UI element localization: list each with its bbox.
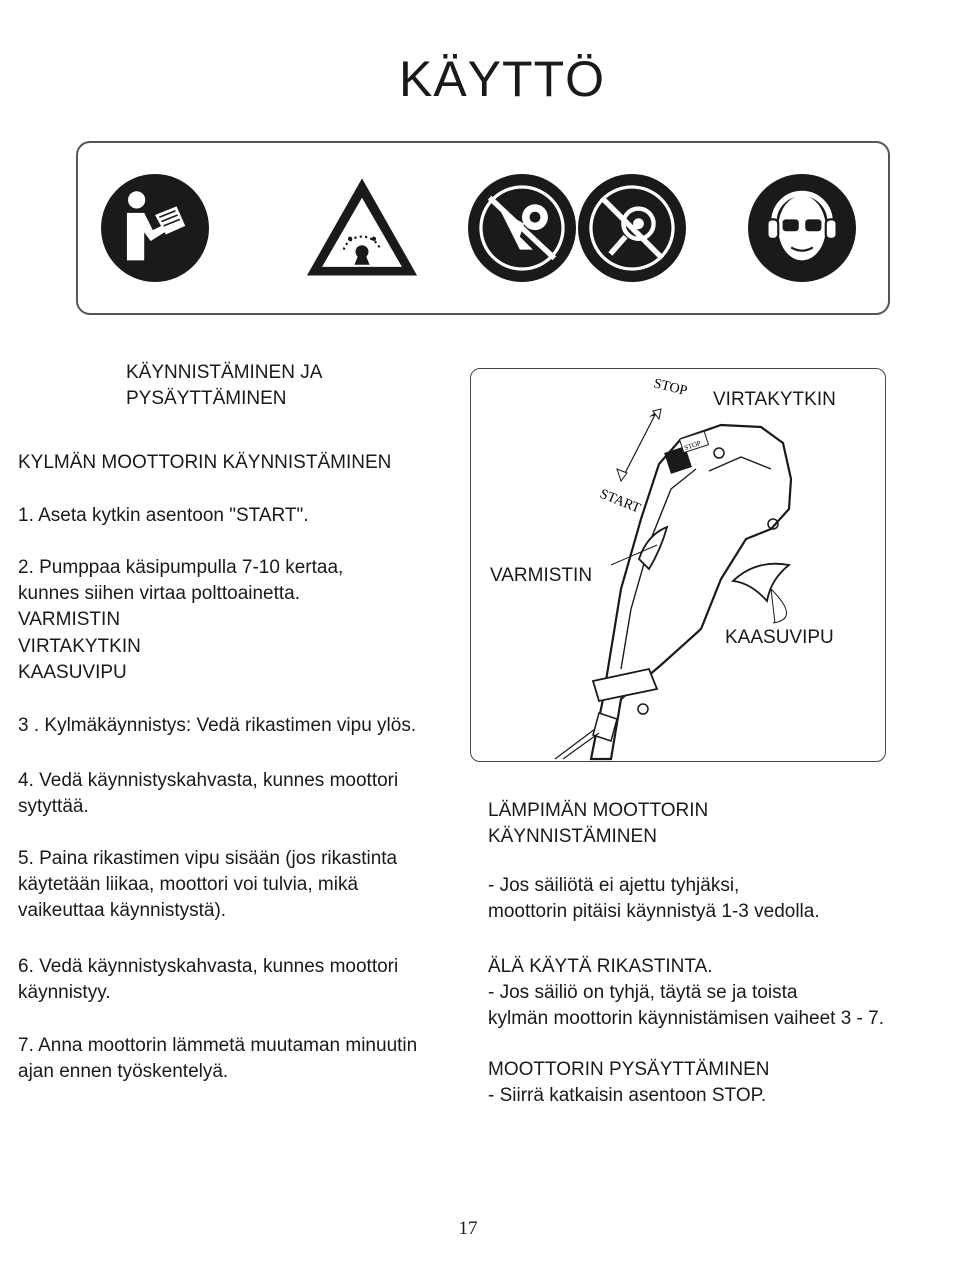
step-4-line1: 4. Vedä käynnistyskahvasta, kunnes moottori bbox=[18, 770, 399, 791]
step-4-line2: sytyttää. bbox=[18, 796, 89, 817]
step-2-line2: kunnes siihen virtaa polttoainetta. bbox=[18, 583, 301, 604]
page-number: 17 bbox=[458, 1218, 478, 1239]
section-heading-line1: KÄYNNISTÄMINEN JA bbox=[126, 362, 323, 383]
warm-start-text-line2: moottorin pitäisi käynnistyä 1-3 vedolla. bbox=[488, 901, 820, 922]
stop-engine-text: - Siirrä katkaisin asentoon STOP. bbox=[488, 1085, 767, 1106]
no-choke-text-line2: kylmän moottorin käynnistämisen vaiheet 3 - 7. bbox=[488, 1008, 885, 1029]
step-2-line1: 2. Pumppaa käsipumpulla 7-10 kertaa, bbox=[18, 557, 344, 578]
page-title: KÄYTTÖ bbox=[398, 51, 606, 107]
eye-ear-protection-icon bbox=[748, 174, 856, 282]
step-2-line3: VARMISTIN bbox=[18, 609, 121, 630]
kaasuvipu-label: KAASUVIPU bbox=[725, 627, 834, 648]
stop-engine-heading: MOOTTORIN PYSÄYTTÄMINEN bbox=[488, 1059, 770, 1080]
safety-symbols-panel bbox=[76, 141, 890, 315]
step-7-line2: ajan ennen työskentelyä. bbox=[18, 1061, 229, 1082]
warm-start-text-line1: - Jos säiliötä ei ajettu tyhjäksi, bbox=[488, 875, 740, 896]
switch-stop-mark: STOP bbox=[683, 439, 702, 453]
no-choke-heading: ÄLÄ KÄYTÄ RIKASTINTA. bbox=[488, 956, 713, 977]
varmistin-label: VARMISTIN bbox=[490, 565, 593, 586]
no-metal-blade-icon bbox=[468, 174, 576, 282]
warm-start-heading-line1: LÄMPIMÄN MOOTTORIN bbox=[488, 800, 709, 821]
step-7-line1: 7. Anna moottorin lämmetä muutaman minuutin bbox=[18, 1035, 418, 1056]
handle-diagram bbox=[470, 368, 886, 762]
step-2-line5: KAASUVIPU bbox=[18, 662, 127, 683]
no-saw-blade-icon bbox=[578, 174, 686, 282]
cold-start-heading: KYLMÄN MOOTTORIN KÄYNNISTÄMINEN bbox=[18, 452, 392, 473]
step-6-line1: 6. Vedä käynnistyskahvasta, kunnes moottori bbox=[18, 956, 399, 977]
start-direction-label: START bbox=[597, 486, 643, 517]
warm-start-heading-line2: KÄYNNISTÄMINEN bbox=[488, 826, 657, 847]
step-3: 3 . Kylmäkäynnistys: Vedä rikastimen vipu ylös. bbox=[18, 715, 417, 736]
virtakytkin-label: VIRTAKYTKIN bbox=[713, 389, 836, 410]
step-5-line1: 5. Paina rikastimen vipu sisään (jos rikastinta bbox=[18, 848, 398, 869]
step-5-line3: vaikeuttaa käynnistystä). bbox=[18, 900, 227, 921]
read-manual-icon bbox=[101, 174, 209, 282]
no-choke-text-line1: - Jos säiliö on tyhjä, täytä se ja toista bbox=[488, 982, 798, 1003]
flying-debris-warning-icon bbox=[302, 174, 422, 282]
step-6-line2: käynnistyy. bbox=[18, 982, 111, 1003]
step-2-line4: VIRTAKYTKIN bbox=[18, 636, 141, 657]
step-1: 1. Aseta kytkin asentoon "START". bbox=[18, 505, 309, 526]
step-5-line2: käytetään liikaa, moottori voi tulvia, mikä bbox=[18, 874, 359, 895]
section-heading-line2: PYSÄYTTÄMINEN bbox=[126, 388, 287, 409]
stop-direction-label: STOP bbox=[652, 376, 689, 400]
